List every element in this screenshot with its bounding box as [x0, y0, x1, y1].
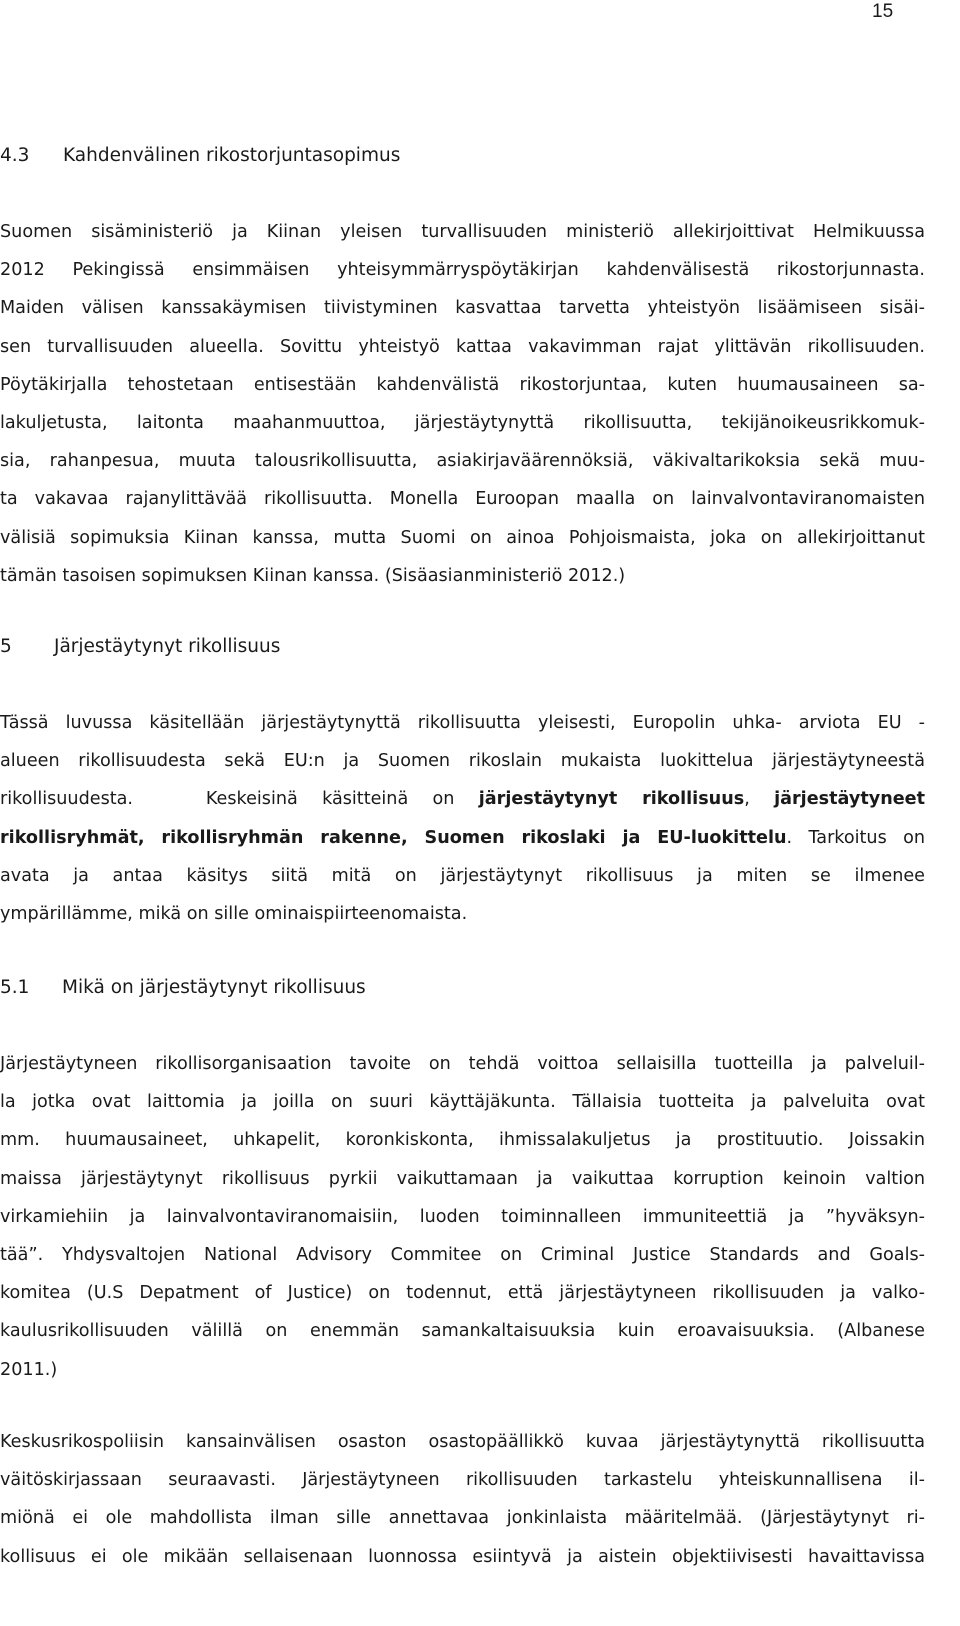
- text-line: 2011.): [0, 1359, 58, 1380]
- text-line: avata ja antaa käsitys siitä mitä on järjestäytynyt rikollisuus ja miten se ilmenee: [0, 865, 925, 886]
- text-line: ympärillämme, mikä on sille ominaispiirteenomaista.: [0, 903, 468, 924]
- section-5-1-paragraph: [0, 1052, 925, 1396]
- text-line: miönä ei ole mahdollista ilman sille annettavaa jonkinlaista määritelmää. (Järjestäytynyt ri-: [0, 1508, 925, 1529]
- text-line: Järjestäytyneen rikollisorganisaation tavoite on tehdä voittoa sellaisilla tuotteilla ja palveluil-: [0, 1054, 925, 1074]
- section-5-paragraph: [0, 711, 925, 940]
- text-line: 2012 Pekingissä ensimmäisen yhteisymmärryspöytäkirjan kahdenvälisestä rikostorjunnasta.: [0, 260, 925, 281]
- section-number: 4.3: [0, 145, 30, 166]
- text-line: tää”. Yhdysvaltojen National Advisory Commitee on Criminal Justice Standards and Goals-: [0, 1244, 925, 1265]
- text-run: rikollisuudesta. Keskeisinä käsitteinä on: [0, 789, 479, 810]
- text-line: Suomen sisäministeriö ja Kiinan yleisen turvallisuuden ministeriö allekirjoittivat Helmikuussa: [0, 222, 925, 242]
- text-line: virkamiehiin ja lainvalvontaviranomaisiin, luoden toiminnalleen immuniteettiä ja ”hyväksyn-: [0, 1206, 925, 1227]
- section-number: 5: [0, 636, 12, 657]
- text-line: ta vakavaa rajanylittävää rikollisuutta. Monella Euroopan maalla on lainvalvontaviranomaisten: [0, 489, 925, 510]
- section-heading-4-3: [0, 144, 400, 168]
- closing-paragraph: [0, 1430, 925, 1583]
- text-run: ,: [744, 789, 775, 810]
- text-line: alueen rikollisuudesta sekä EU:n ja Suomen rikoslain mukaista luokittelua järjestäytyneestä: [0, 751, 925, 772]
- text-line: maissa järjestäytynyt rikollisuus pyrkii vaikuttamaan ja vaikuttaa korruption keinoin valtion: [0, 1168, 925, 1189]
- text-line: tämän tasoisen sopimuksen Kiinan kanssa. (Sisäasianministeriö 2012.): [0, 565, 626, 586]
- key-term: rikollisryhmät, rikollisryhmän rakenne, Suomen rikoslaki ja EU-luokittelu: [0, 827, 787, 848]
- text-line: sen turvallisuuden alueella. Sovittu yhteistyö kattaa vakavimman rajat ylittävän rikollisuuden.: [0, 336, 925, 357]
- section-heading-5-1: [0, 976, 366, 1000]
- section-heading-5: [0, 635, 280, 659]
- text-line: Maiden välisen kanssakäymisen tiivistyminen kasvattaa tarvetta yhteistyön lisäämiseen sisäi-: [0, 298, 925, 319]
- text-line: la jotka ovat laittomia ja joilla on suuri käyttäjäkunta. Tällaisia tuotteita ja palveluita ovat: [0, 1092, 925, 1113]
- section-title: Järjestäytynyt rikollisuus: [54, 636, 281, 657]
- text-line: mm. huumausaineet, uhkapelit, koronkiskonta, ihmissalakuljetus ja prostituutio. Joissakin: [0, 1130, 925, 1151]
- text-line: lakuljetusta, laitonta maahanmuuttoa, järjestäytynyttä rikollisuutta, tekijänoikeusrikkomuk-: [0, 412, 925, 433]
- key-term: järjestäytynyt rikollisuus: [478, 789, 745, 810]
- text-line: [0, 826, 925, 864]
- page-number: 15: [872, 1, 894, 22]
- section-title: Kahdenvälinen rikostorjuntasopimus: [63, 145, 401, 166]
- section-title: Mikä on järjestäytynyt rikollisuus: [62, 977, 366, 998]
- text-run: . Tarkoitus on: [786, 827, 925, 848]
- text-line: Pöytäkirjalla tehostetaan entisestään kahdenvälistä rikostorjuntaa, kuten huumausaineen sa-: [0, 374, 925, 395]
- text-line: väitöskirjassaan seuraavasti. Järjestäytyneen rikollisuuden tarkastelu yhteiskunnallisena il-: [0, 1470, 925, 1491]
- section-number: 5.1: [0, 977, 30, 998]
- text-line: välisiä sopimuksia Kiinan kanssa, mutta Suomi on ainoa Pohjoismaista, joka on allekirjoittanut: [0, 527, 925, 548]
- text-line: komitea (U.S Depatment of Justice) on todennut, että järjestäytyneen rikollisuuden ja valko-: [0, 1283, 925, 1304]
- text-line: [0, 787, 925, 825]
- text-line: kollisuus ei ole mikään sellaisenaan luonnossa esiintyvä ja aistein objektiivisesti havaittavissa: [0, 1546, 925, 1567]
- text-line: sia, rahanpesua, muuta talousrikollisuutta, asiakirjaväärennöksiä, väkivaltarikoksia sekä muu-: [0, 451, 925, 472]
- section-4-3-paragraph: [0, 220, 925, 602]
- key-term: järjestäytyneet: [774, 789, 925, 810]
- text-line: kaulusrikollisuuden välillä on enemmän samankaltaisuuksia kuin eroavaisuuksia. (Albanese: [0, 1321, 925, 1342]
- text-line: Tässä luvussa käsitellään järjestäytynyttä rikollisuutta yleisesti, Europolin uhka- arviota EU -: [0, 713, 925, 733]
- text-line: Keskusrikospoliisin kansainvälisen osaston osastopäällikkö kuvaa järjestäytynyttä rikollisuutta: [0, 1432, 925, 1452]
